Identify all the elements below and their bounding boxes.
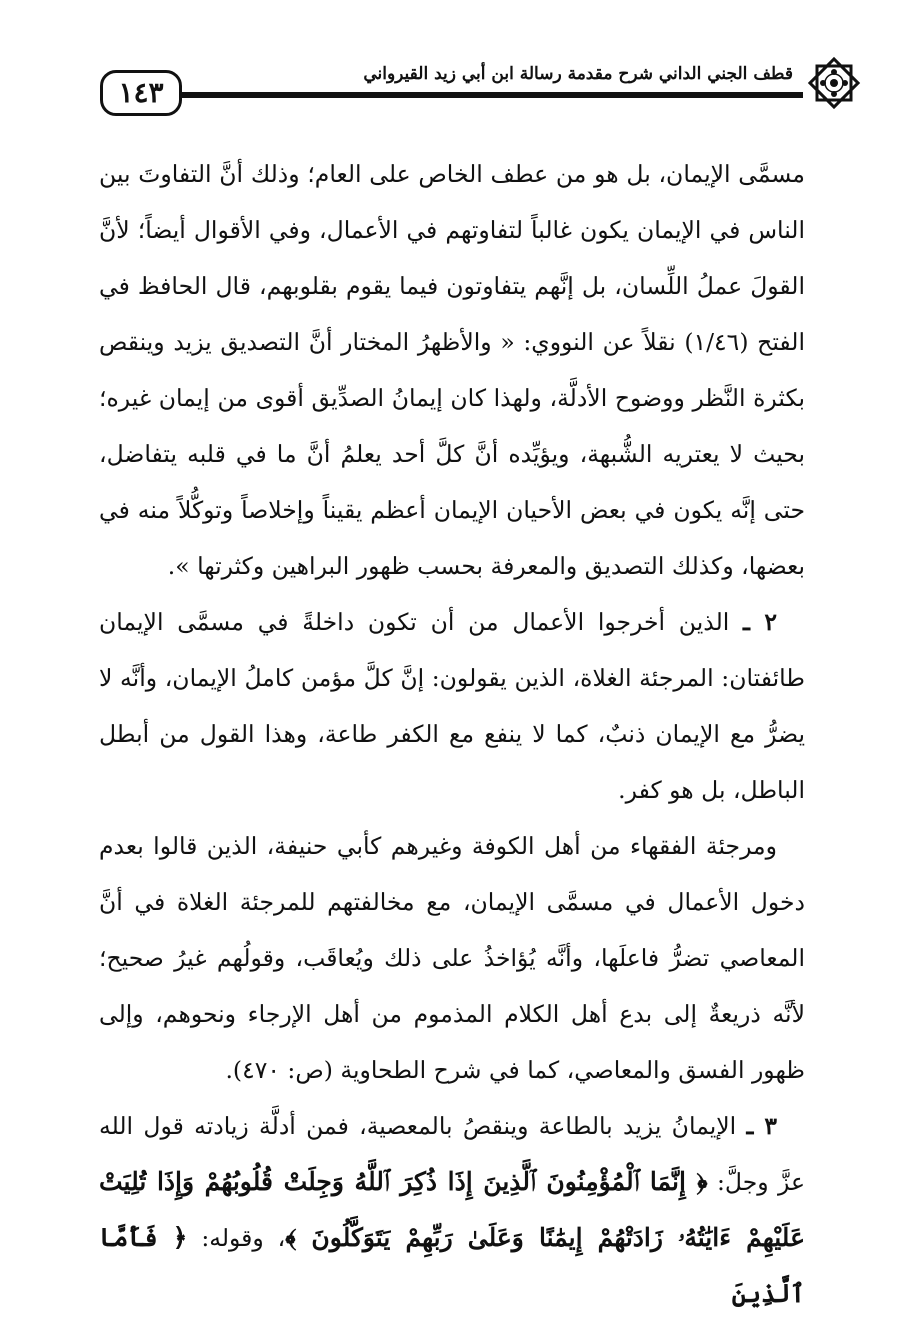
paragraph-4-text: الإيمانُ يزيد بالطاعة وينقصُ بالمعصية، فمن أدلَّة زيادته قول الله عزَّ وجلَّ: bbox=[99, 1112, 805, 1196]
paragraph-2-text: الذين أخرجوا الأعمال من أن تكون داخلةً في مسمَّى الإيمان طائفتان: المرجئة الغلاة، الذين يقولون: إنَّ كلَّ مؤمن كاملُ الإيمان، وأنَّه لا يضرُّ مع الإيمان ذنبٌ، كما لا ينفع مع الكفر طاعة، وهذا القول من أبطل الباطل، بل هو كفر. bbox=[99, 608, 805, 804]
paragraph-1: مسمَّى الإيمان، بل هو من عطف الخاص على العام؛ وذلك أنَّ التفاوتَ بين الناس في الإيمان يكون غالباً لتفاوتهم في الأعمال، وفي الأقوال أيضاً؛ لأنَّ القولَ عملُ اللِّسان، بل إنَّهم يتفاوتون فيما يقوم بقلوبهم، قال الحافظ في الفتح (١/٤٦) نقلاً عن النووي: « والأظهرُ المختار أنَّ التصديق يزيد وينقص بكثرة النَّظر ووضوح الأدلَّة، ولهذا كان إيمانُ الصدِّيق أقوى من إيمان غيره؛ بحيث لا يعتريه الشُّبهة، ويؤيِّده أنَّ كلَّ أحد يعلمُ أنَّ ما في قلبه يتفاضل، حتى إنَّه يكون في بعض الأحيان الإيمان أعظم يقيناً وإخلاصاً وتوكُّلاً منه في بعضها، وكذلك التصديق والمعرفة بحسب ظهور البراهين وكثرتها ». bbox=[99, 160, 805, 580]
paragraph-3: ومرجئة الفقهاء من أهل الكوفة وغيرهم كأبي حنيفة، الذين قالوا بعدم دخول الأعمال في مسمَّى الإيمان، مع مخالفتهم للمرجئة الغلاة في أنَّ المعاصي تضرُّ فاعلَها، وأنَّه يُؤاخذُ على ذلك ويُعاقَب، وقولُهم غيرُ صحيح؛ لأنَّه ذريعةٌ إلى بدع أهل الكلام المذموم من أهل الإرجاء ونحوهم، وإلى ظهور الفسق والمعاصي، كما في شرح الطحاوية (ص: ٤٧٠). bbox=[99, 832, 805, 1084]
paragraph-4-continuation: ، وقوله: bbox=[201, 1224, 286, 1252]
quran-verse-2: ﴿ فَأَمَّا ٱلَّذِينَ bbox=[99, 1223, 805, 1308]
page-number-box bbox=[100, 70, 182, 116]
page-header bbox=[100, 52, 845, 112]
header-rule bbox=[180, 92, 803, 98]
eight-point-star-ornament-icon bbox=[803, 52, 865, 114]
page-number: ١٤٣ bbox=[118, 76, 164, 109]
quran-verse-1: ﴿ إِنَّمَا ٱلْمُؤْمِنُونَ ٱلَّذِينَ إِذَا ذُكِرَ ٱللَّهُ وَجِلَتْ قُلُوبُهُمْ وَإِذَا تُلِيَتْ عَلَيْهِمْ ءَايَٰتُهُۥ زَادَتْهُمْ إِيمَٰنًا وَعَلَىٰ رَبِّهِمْ يَتَوَكَّلُونَ ﴾ bbox=[99, 1167, 805, 1252]
book-title: قطف الجني الداني شرح مقدمة رسالة ابن أبي زيد القيرواني bbox=[363, 64, 793, 84]
item-number-3: ٣ ـ bbox=[746, 1112, 777, 1140]
paragraph-4 bbox=[99, 1098, 805, 1322]
page-body bbox=[99, 146, 805, 1322]
item-number-2: ٢ ـ bbox=[743, 608, 777, 636]
paragraph-2 bbox=[99, 594, 805, 818]
